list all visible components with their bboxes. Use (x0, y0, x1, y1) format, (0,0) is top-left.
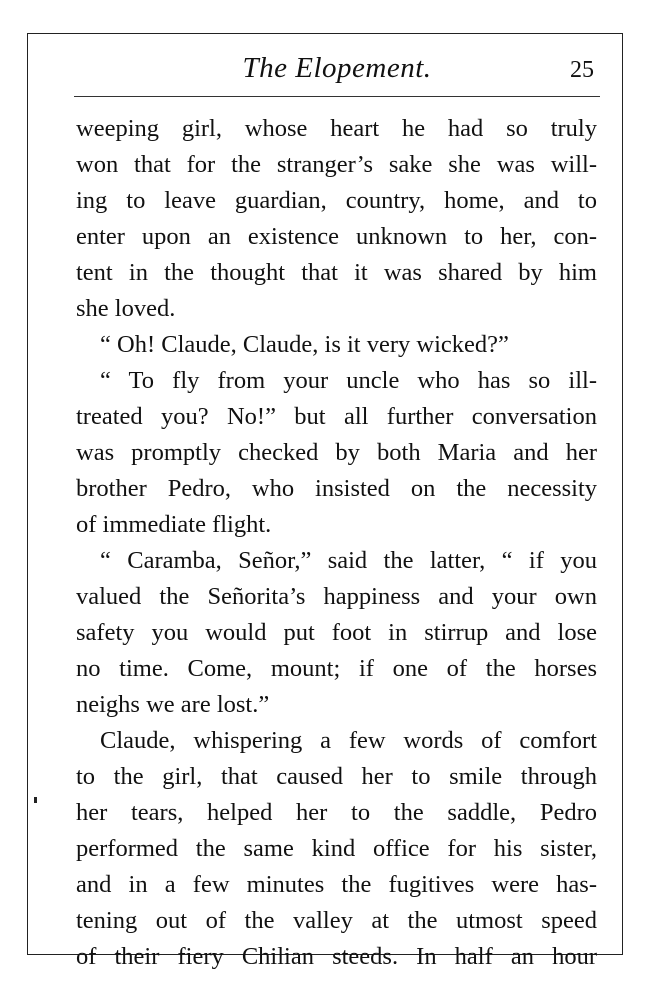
page-number: 25 (570, 57, 594, 83)
text-line: performed the same kind office for his sister, (76, 835, 597, 862)
text-line: no time. Come, mount; if one of the horses (76, 655, 597, 682)
text-line: safety you would put foot in stirrup and lose (76, 619, 597, 646)
text-line: brother Pedro, who insisted on the necessity (76, 475, 597, 502)
text-line: to the girl, that caused her to smile through (76, 763, 597, 790)
running-title: The Elopement. (242, 52, 432, 84)
text-line: “ Caramba, Señor,” said the latter, “ if you (100, 547, 597, 574)
text-line: enter upon an existence unknown to her, con- (76, 223, 597, 250)
body-text (76, 111, 597, 975)
text-line: tent in the thought that it was shared by him (76, 259, 597, 286)
text-line: won that for the stranger’s sake she was will- (76, 151, 597, 178)
text-line: of immediate flight. (76, 511, 272, 538)
text-line: weeping girl, whose heart he had so truly (76, 115, 597, 142)
text-line: ing to leave guardian, country, home, and to (76, 187, 597, 214)
text-line: her tears, helped her to the saddle, Pedro (76, 799, 597, 826)
text-line: and in a few minutes the fugitives were has- (76, 871, 597, 898)
margin-ink-mark (34, 797, 37, 803)
text-line: “ To fly from your uncle who has so ill- (100, 367, 597, 394)
text-line: she loved. (76, 295, 176, 322)
text-line: “ Oh! Claude, Claude, is it very wicked?” (100, 331, 509, 358)
text-line: Claude, whispering a few words of comfort (100, 727, 597, 754)
text-line: neighs we are lost.” (76, 691, 270, 718)
text-line: valued the Señorita’s happiness and your own (76, 583, 597, 610)
text-line: tening out of the valley at the utmost speed (76, 907, 597, 934)
text-line: of their fiery Chilian steeds. In half an hour (76, 943, 597, 970)
header-rule (74, 96, 600, 97)
page-header (74, 48, 600, 94)
text-line: was promptly checked by both Maria and her (76, 439, 597, 466)
text-line: treated you? No!” but all further conversation (76, 403, 597, 430)
